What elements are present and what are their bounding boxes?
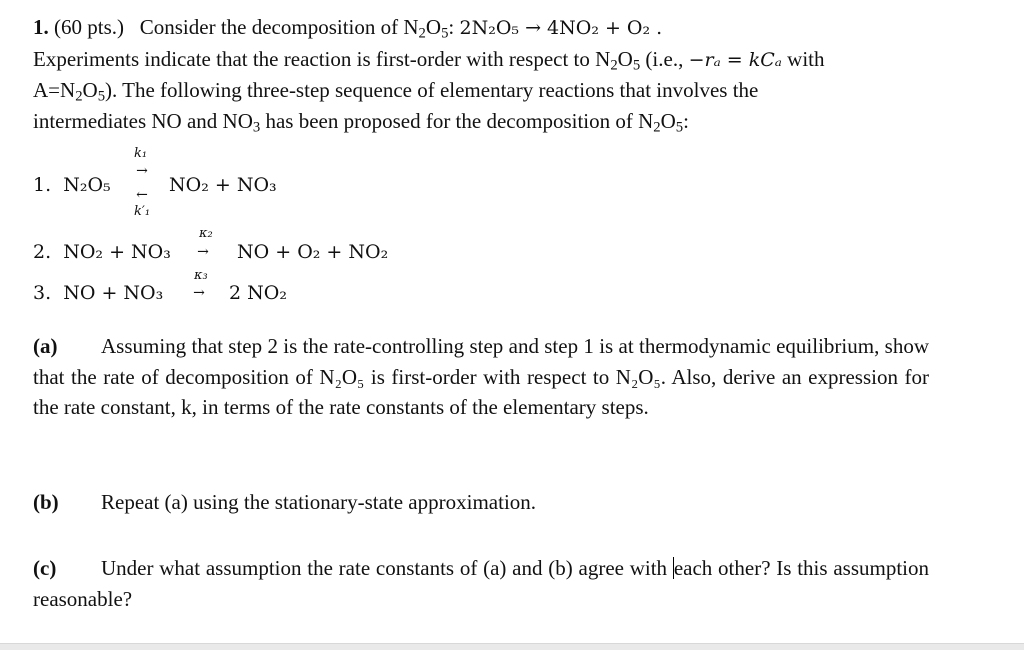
problem-number: 1.: [33, 15, 49, 39]
line2-c: with: [787, 46, 825, 71]
step-3-k: κ₃: [194, 268, 208, 283]
rate-law: −rₐ = kCₐ: [688, 48, 782, 71]
part-b-text: Repeat (a) using the stationary-state approximation.: [101, 490, 537, 514]
line3: ). The following three-step sequence of elementary reactions that involves the: [105, 78, 759, 102]
part-a-text: Assuming that step 2 is the rate-controlling step and step 1 is at thermodynamic equilibrium, show that the rate of decomposition of N₂O₅ is first-order with respect to N₂O₅. Also, derive an expression for the rate constant, k, in terms of the rate constants of the elementary steps.: [33, 334, 929, 419]
step-1-lhs: N₂O₅: [63, 174, 111, 196]
step-2-arrow: [195, 245, 211, 259]
step-1-number: 1.: [33, 174, 52, 196]
part-b-label: (b): [33, 490, 59, 514]
step-3: [33, 282, 163, 304]
step-3-lhs: NO + NO₃: [63, 282, 164, 304]
line2-a: Experiments indicate that the reaction is first-order with respect to N: [33, 46, 611, 71]
step-2-k: κ₂: [199, 226, 213, 241]
step-1-k-forward: k₁: [134, 146, 148, 161]
part-c-text-2: each other? Is this assumption reasonable?: [33, 556, 929, 611]
step-1-k-reverse: k′₁: [134, 204, 151, 219]
problem-intro: 1. (60 pts.) Consider the decomposition of $N_2O_5$: 2N₂O₅ → 4NO₂ + O₂ . Experiments indicate that the reaction is first-order with respect to $N_2O_5$ (i.e., −rₐ = kCₐ with $A=N_2O_5$). The following three-step sequence of elementary reactions that involves the intermediates NO and $NO_3$ has been proposed for the decomposition of $N_2O_5$:: [33, 15, 825, 136]
step-2-rhs: NO + O₂ + NO₂: [237, 241, 389, 263]
problem-points: (60 pts.): [54, 15, 124, 39]
part-b: [33, 487, 929, 518]
step-2-number: 2.: [33, 241, 52, 263]
step-3-rhs: 2 NO₂: [229, 282, 287, 304]
part-c-label: (c): [33, 556, 57, 580]
intro-formula: 2N₂O₅ → 4NO₂ + O₂ .: [459, 17, 663, 39]
step-1-arrows: [134, 164, 150, 202]
part-c-text-1: Under what assumption the rate constants of (a) and (b) agree with: [101, 556, 673, 580]
part-a-label: (a): [33, 334, 58, 358]
step-1: [33, 174, 111, 196]
step-2-lhs: NO₂ + NO₃: [63, 241, 171, 263]
line4: intermediates NO and NO: [33, 108, 253, 133]
line2-b: (i.e.,: [645, 46, 684, 71]
reverse-arrow-icon: ←: [136, 187, 148, 203]
line4-b: has been proposed for the decomposition of N: [265, 108, 654, 133]
forward-arrow-icon: →: [197, 244, 209, 260]
step-3-arrow: [191, 286, 207, 300]
intro-text: Consider the decomposition of N: [139, 15, 419, 39]
step-1-rhs: NO₂ + NO₃: [169, 174, 277, 196]
part-c[interactable]: [33, 553, 929, 614]
forward-arrow-icon: →: [136, 163, 148, 179]
step-3-number: 3.: [33, 282, 52, 304]
step-2: [33, 241, 171, 263]
part-a: [33, 331, 929, 423]
forward-arrow-icon: →: [193, 285, 205, 301]
